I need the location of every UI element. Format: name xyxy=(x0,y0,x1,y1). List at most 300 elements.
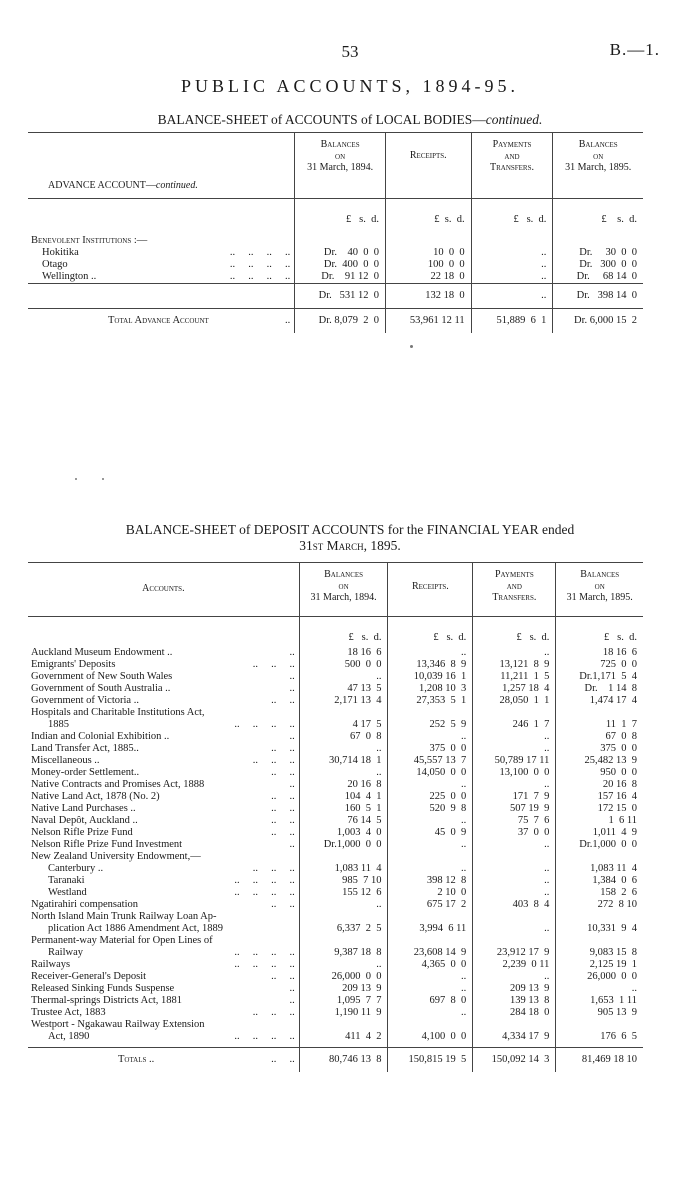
value-cell: .. xyxy=(471,259,553,271)
value-cell: 47 13 5 xyxy=(299,683,388,695)
account-name-cell xyxy=(28,983,299,995)
account-name: Railway xyxy=(48,946,83,958)
account-name: Permanent-way Material for Open Lines of xyxy=(31,934,213,946)
value-cell: Dr. 40 0 0 xyxy=(295,247,386,259)
col-header-payments: Payments and Transfers. xyxy=(473,563,556,617)
col-header-receipts: Receipts. xyxy=(388,563,473,617)
page-number: 53 xyxy=(341,42,359,61)
blank-cell xyxy=(295,229,386,247)
value-cell: 1,003 4 0 xyxy=(299,827,388,839)
group-label-row xyxy=(28,229,643,247)
value-cell: Dr. 1 14 8 xyxy=(556,683,643,695)
value-cell: Dr. 68 14 0 xyxy=(553,271,643,284)
table-row xyxy=(28,791,643,803)
value-cell: 725 0 0 xyxy=(556,659,643,671)
account-name-cell xyxy=(28,863,299,875)
account-name: plication Act 1886 Amendment Act, 1889 xyxy=(48,922,223,934)
table-row xyxy=(28,259,643,271)
table-row xyxy=(28,887,643,899)
value-cell: 76 14 5 xyxy=(299,815,388,827)
value-cell: 6,337 2 5 xyxy=(299,923,388,935)
table-row xyxy=(28,995,643,1007)
leader-dots: .. xyxy=(289,646,295,658)
value-cell: 1,083 11 4 xyxy=(556,863,643,875)
value-cell: 905 13 9 xyxy=(556,1007,643,1019)
value-cell: .. xyxy=(473,731,556,743)
leader-dots: .. .. xyxy=(271,802,295,814)
value-cell xyxy=(388,851,473,863)
value-cell: 50,789 17 11 xyxy=(473,755,556,767)
value-cell: 25,482 13 9 xyxy=(556,755,643,767)
value-cell: 10 0 0 xyxy=(386,247,472,259)
account-name-cell xyxy=(28,959,299,971)
leader-dots: .. .. xyxy=(271,814,295,826)
value-cell: .. xyxy=(388,863,473,875)
table-row xyxy=(28,247,643,259)
account-name: Naval Depôt, Auckland .. xyxy=(31,814,138,826)
account-name: Money-order Settlement.. xyxy=(31,766,140,778)
total-value: Dr. 6,000 15 2 xyxy=(553,308,643,333)
table-row xyxy=(28,671,643,683)
account-name-cell xyxy=(28,707,299,719)
col-header-balances-1894: Balances on 31 March, 1894. xyxy=(299,563,388,617)
table-row xyxy=(28,731,643,743)
value-cell: 1,257 18 4 xyxy=(473,683,556,695)
subtotal-row xyxy=(28,283,643,308)
total-label-cell xyxy=(28,308,295,333)
group-label: Benevolent Institutions :— xyxy=(31,234,148,246)
account-name: Otago xyxy=(42,258,68,270)
value-cell xyxy=(299,1019,388,1031)
value-cell xyxy=(556,1019,643,1031)
account-name-cell xyxy=(28,995,299,1007)
section1-title-main: BALANCE-SHEET of ACCOUNTS of LOCAL BODIES— xyxy=(157,112,486,127)
table-row xyxy=(28,863,643,875)
account-name: Nelson Rifle Prize Fund Investment xyxy=(31,838,183,850)
value-cell: 37 0 0 xyxy=(473,827,556,839)
account-name: Trustee Act, 1883 xyxy=(31,1006,106,1018)
blank-cell xyxy=(28,616,299,647)
account-name-cell xyxy=(28,803,299,815)
value-cell: 171 7 9 xyxy=(473,791,556,803)
account-name-cell xyxy=(28,743,299,755)
value-cell: .. xyxy=(473,971,556,983)
section1-title xyxy=(0,112,700,128)
section2-title xyxy=(0,522,700,554)
leader-dots: .. .. .. .. xyxy=(234,718,295,730)
subtotal-value: Dr. 531 12 0 xyxy=(295,283,386,308)
value-cell: .. xyxy=(388,731,473,743)
leader-dots: .. .. xyxy=(271,694,295,706)
account-name-cell xyxy=(28,899,299,911)
value-cell: 2,239 0 11 xyxy=(473,959,556,971)
value-cell: 675 17 2 xyxy=(388,899,473,911)
table-row xyxy=(28,935,643,947)
value-cell: 985 7 10 xyxy=(299,875,388,887)
leader-dots: .. .. .. .. xyxy=(229,246,291,258)
value-cell: 20 16 8 xyxy=(556,779,643,791)
value-cell: .. xyxy=(299,959,388,971)
totals-row xyxy=(28,1047,643,1072)
blank-cell xyxy=(471,229,553,247)
page-reference: B.—1. xyxy=(609,40,660,59)
col-header-balances-1895: Balances on 31 March, 1895. xyxy=(556,563,643,617)
account-name: Native Contracts and Promises Act, 1888 xyxy=(31,778,205,790)
account-name: Hokitika xyxy=(42,246,79,258)
value-cell: 520 9 8 xyxy=(388,803,473,815)
value-cell: 500 0 0 xyxy=(299,659,388,671)
value-cell: .. xyxy=(299,743,388,755)
value-cell: 172 15 0 xyxy=(556,803,643,815)
account-name-cell xyxy=(28,755,299,767)
value-cell: 67 0 8 xyxy=(556,731,643,743)
total-row xyxy=(28,308,643,333)
account-name-cell xyxy=(28,259,295,271)
table-row xyxy=(28,647,643,659)
value-cell: .. xyxy=(388,983,473,995)
blank-cell xyxy=(553,229,643,247)
account-name: Thermal-springs Districts Act, 1881 xyxy=(31,994,183,1006)
value-cell: .. xyxy=(556,983,643,995)
account-name-cell xyxy=(28,1007,299,1019)
table-row xyxy=(28,815,643,827)
table-row xyxy=(28,779,643,791)
total-label-cell xyxy=(28,1047,299,1072)
row-header: Accounts. xyxy=(142,583,185,594)
account-name: New Zealand University Endowment,— xyxy=(31,850,201,862)
table-row xyxy=(28,971,643,983)
account-name: 1885 xyxy=(48,718,69,730)
table-row xyxy=(28,827,643,839)
account-name: Ngatirahiri compensation xyxy=(31,898,139,910)
value-cell: 4,365 0 0 xyxy=(388,959,473,971)
table-row xyxy=(28,839,643,851)
account-name: Government of New South Wales xyxy=(31,670,173,682)
value-cell: 23,912 17 9 xyxy=(473,947,556,959)
table-row xyxy=(28,983,643,995)
leader-dots: .. xyxy=(284,314,291,326)
leader-dots: .. xyxy=(289,994,295,1006)
value-cell: 1 6 11 xyxy=(556,815,643,827)
leader-dots: .. .. .. .. xyxy=(229,270,291,282)
leader-dots: .. .. xyxy=(271,742,295,754)
value-cell: 14,050 0 0 xyxy=(388,767,473,779)
print-speck xyxy=(75,478,77,480)
value-cell xyxy=(556,851,643,863)
total-value: 51,889 6 1 xyxy=(471,308,553,333)
table-row xyxy=(28,803,643,815)
value-cell: 27,353 5 1 xyxy=(388,695,473,707)
leader-dots: .. .. .. .. xyxy=(229,258,291,270)
value-cell: 697 8 0 xyxy=(388,995,473,1007)
col-header-balances-1894: Balances on 31 March, 1894. xyxy=(295,133,386,199)
value-cell xyxy=(388,911,473,923)
value-cell: 950 0 0 xyxy=(556,767,643,779)
value-cell: 155 12 6 xyxy=(299,887,388,899)
value-cell: 139 13 8 xyxy=(473,995,556,1007)
value-cell: 4,100 0 0 xyxy=(388,1031,473,1043)
value-cell: 1,208 10 3 xyxy=(388,683,473,695)
value-cell: 160 5 1 xyxy=(299,803,388,815)
account-name: Hospitals and Charitable Institutions Act, xyxy=(31,706,205,718)
account-name: Government of Victoria .. xyxy=(31,694,139,706)
account-name: Miscellaneous .. xyxy=(31,754,100,766)
col-header-receipts: Receipts. xyxy=(386,133,472,199)
table-row xyxy=(28,755,643,767)
units-label: £ s. d. xyxy=(386,198,472,229)
account-name-cell xyxy=(28,1019,299,1031)
units-label: £ s. d. xyxy=(295,198,386,229)
value-cell: .. xyxy=(471,271,553,284)
subtotal-value: 132 18 0 xyxy=(386,283,472,308)
deposit-accounts-table xyxy=(28,562,643,1072)
value-cell: 375 0 0 xyxy=(556,743,643,755)
leader-dots: .. .. .. .. xyxy=(234,874,295,886)
account-name-cell xyxy=(28,839,299,851)
value-cell: 2,171 13 4 xyxy=(299,695,388,707)
units-row xyxy=(28,616,643,647)
col-header-balances-1895: Balances on 31 March, 1895. xyxy=(553,133,643,199)
table-row xyxy=(28,695,643,707)
account-name: Westland xyxy=(48,886,87,898)
account-name-cell xyxy=(28,695,299,707)
print-speck xyxy=(102,478,104,480)
value-cell: .. xyxy=(388,647,473,659)
account-name-cell xyxy=(28,731,299,743)
page-title: PUBLIC ACCOUNTS, 1894-95. xyxy=(180,76,520,96)
value-cell: .. xyxy=(473,887,556,899)
leader-dots: .. .. xyxy=(271,766,295,778)
value-cell: 209 13 9 xyxy=(473,983,556,995)
value-cell: 158 2 6 xyxy=(556,887,643,899)
value-cell: 176 6 5 xyxy=(556,1031,643,1043)
account-name: Nelson Rifle Prize Fund xyxy=(31,826,133,838)
value-cell: 1,095 7 7 xyxy=(299,995,388,1007)
account-name: Government of South Australia .. xyxy=(31,682,171,694)
value-cell: 2 10 0 xyxy=(388,887,473,899)
account-name-cell xyxy=(28,671,299,683)
value-cell: 411 4 2 xyxy=(299,1031,388,1043)
value-cell: .. xyxy=(471,247,553,259)
total-value: Dr. 8,079 2 0 xyxy=(295,308,386,333)
value-cell: 2,125 19 1 xyxy=(556,959,643,971)
value-cell: 45 0 9 xyxy=(388,827,473,839)
value-cell xyxy=(473,707,556,719)
table-header-row xyxy=(28,133,643,199)
leader-dots: .. .. .. xyxy=(252,754,295,766)
account-name-cell xyxy=(28,875,299,887)
value-cell: .. xyxy=(388,779,473,791)
table-row xyxy=(28,683,643,695)
value-cell: 28,050 1 1 xyxy=(473,695,556,707)
value-cell xyxy=(388,935,473,947)
leader-dots: .. xyxy=(289,682,295,694)
value-cell: 225 0 0 xyxy=(388,791,473,803)
total-value: 150,815 19 5 xyxy=(388,1047,473,1072)
table-row xyxy=(28,1019,643,1031)
units-row xyxy=(28,198,643,229)
value-cell: .. xyxy=(388,1007,473,1019)
value-cell: 11 1 7 xyxy=(556,719,643,731)
value-cell: 157 16 4 xyxy=(556,791,643,803)
units-label: £ s. d. xyxy=(473,616,556,647)
account-name-cell xyxy=(28,659,299,671)
account-name: Act, 1890 xyxy=(48,1030,90,1042)
units-label: £ s. d. xyxy=(553,198,643,229)
value-cell: Dr.1,000 0 0 xyxy=(556,839,643,851)
total-value: 81,469 18 10 xyxy=(556,1047,643,1072)
leader-dots: .. xyxy=(289,778,295,790)
value-cell: 100 0 0 xyxy=(386,259,472,271)
account-name-cell xyxy=(28,911,299,923)
table-row xyxy=(28,719,643,731)
table-row xyxy=(28,767,643,779)
table-row xyxy=(28,659,643,671)
value-cell: Dr. 30 0 0 xyxy=(553,247,643,259)
leader-dots: .. .. xyxy=(271,826,295,838)
leader-dots: .. xyxy=(289,982,295,994)
account-name-cell xyxy=(28,719,299,731)
subtotal-value: .. xyxy=(471,283,553,308)
table-row xyxy=(28,271,643,284)
leader-dots: .. .. xyxy=(271,898,295,910)
value-cell: 26,000 0 0 xyxy=(299,971,388,983)
value-cell: 4 17 5 xyxy=(299,719,388,731)
value-cell: 1,474 17 4 xyxy=(556,695,643,707)
value-cell: 9,387 18 8 xyxy=(299,947,388,959)
value-cell: 1,083 11 4 xyxy=(299,863,388,875)
value-cell: 45,557 13 7 xyxy=(388,755,473,767)
value-cell: 13,346 8 9 xyxy=(388,659,473,671)
value-cell: .. xyxy=(473,779,556,791)
table-header-row xyxy=(28,563,643,617)
col-header-payments: Payments and Transfers. xyxy=(471,133,553,199)
leader-dots: .. .. xyxy=(271,1053,295,1065)
account-name-cell xyxy=(28,935,299,947)
value-cell: Dr.1,000 0 0 xyxy=(299,839,388,851)
account-name: Land Transfer Act, 1885.. xyxy=(31,742,139,754)
value-cell: 1,653 1 11 xyxy=(556,995,643,1007)
account-name-cell xyxy=(28,1031,299,1043)
value-cell: .. xyxy=(473,647,556,659)
leader-dots: .. .. .. xyxy=(252,1006,295,1018)
account-name-cell xyxy=(28,271,295,284)
value-cell: 3,994 6 11 xyxy=(388,923,473,935)
account-name: Railways xyxy=(31,958,71,970)
account-name-cell xyxy=(28,247,295,259)
value-cell: 23,608 14 9 xyxy=(388,947,473,959)
section2-title-line1: BALANCE-SHEET of DEPOSIT ACCOUNTS for the FINANCIAL YEAR ended xyxy=(125,522,575,537)
value-cell: 375 0 0 xyxy=(388,743,473,755)
value-cell xyxy=(299,707,388,719)
units-label: £ s. d. xyxy=(471,198,553,229)
units-label: £ s. d. xyxy=(556,616,643,647)
leader-dots: .. .. xyxy=(271,970,295,982)
value-cell: 252 5 9 xyxy=(388,719,473,731)
value-cell xyxy=(556,707,643,719)
table-row xyxy=(28,1007,643,1019)
table-row xyxy=(28,1031,643,1043)
section2-title-line2: 31st March, 1895. xyxy=(299,538,401,553)
account-name: Emigrants' Deposits xyxy=(31,658,116,670)
value-cell: 272 8 10 xyxy=(556,899,643,911)
advance-account-table xyxy=(28,132,643,333)
value-cell xyxy=(388,707,473,719)
total-label: Total Advance Account xyxy=(108,314,209,326)
value-cell: 1,190 11 9 xyxy=(299,1007,388,1019)
total-label: Totals .. xyxy=(118,1053,155,1065)
value-cell xyxy=(473,851,556,863)
value-cell: 507 19 9 xyxy=(473,803,556,815)
value-cell: .. xyxy=(388,815,473,827)
account-name: Auckland Museum Endowment .. xyxy=(31,646,173,658)
table-row xyxy=(28,707,643,719)
account-name: Released Sinking Funds Suspense xyxy=(31,982,175,994)
table-row xyxy=(28,899,643,911)
value-cell: 398 12 8 xyxy=(388,875,473,887)
account-name: Native Land Purchases .. xyxy=(31,802,136,814)
value-cell xyxy=(299,851,388,863)
value-cell: Dr. 91 12 0 xyxy=(295,271,386,284)
table-row xyxy=(28,911,643,923)
units-label: £ s. d. xyxy=(388,616,473,647)
account-name-cell xyxy=(28,683,299,695)
total-value: 80,746 13 8 xyxy=(299,1047,388,1072)
value-cell: 403 8 4 xyxy=(473,899,556,911)
total-value: 150,092 14 3 xyxy=(473,1047,556,1072)
value-cell: 11,211 1 5 xyxy=(473,671,556,683)
value-cell: .. xyxy=(388,971,473,983)
account-name-cell xyxy=(28,827,299,839)
value-cell: .. xyxy=(299,671,388,683)
value-cell: .. xyxy=(299,767,388,779)
leader-dots: .. xyxy=(289,670,295,682)
value-cell: .. xyxy=(473,875,556,887)
value-cell: Dr. 300 0 0 xyxy=(553,259,643,271)
account-name-cell xyxy=(28,887,299,899)
table-row xyxy=(28,947,643,959)
section1-title-continued: continued. xyxy=(485,112,543,127)
value-cell: 246 1 7 xyxy=(473,719,556,731)
leader-dots: .. .. xyxy=(271,790,295,802)
account-name-cell xyxy=(28,779,299,791)
table-row xyxy=(28,923,643,935)
blank-cell xyxy=(386,229,472,247)
value-cell: 13,100 0 0 xyxy=(473,767,556,779)
blank-cell xyxy=(28,283,295,308)
print-speck xyxy=(410,345,413,348)
account-name: Receiver-General's Deposit xyxy=(31,970,147,982)
value-cell: 10,039 16 1 xyxy=(388,671,473,683)
value-cell: .. xyxy=(473,839,556,851)
value-cell: .. xyxy=(473,743,556,755)
leader-dots: .. .. .. .. xyxy=(234,1030,295,1042)
account-name-cell xyxy=(28,947,299,959)
value-cell: 1,384 0 6 xyxy=(556,875,643,887)
leader-dots: .. xyxy=(289,730,295,742)
total-value: 53,961 12 11 xyxy=(386,308,472,333)
value-cell xyxy=(473,935,556,947)
value-cell: 75 7 6 xyxy=(473,815,556,827)
value-cell xyxy=(556,911,643,923)
value-cell: Dr. 400 0 0 xyxy=(295,259,386,271)
table-row xyxy=(28,743,643,755)
account-name-cell xyxy=(28,923,299,935)
value-cell: 22 18 0 xyxy=(386,271,472,284)
account-name-cell xyxy=(28,971,299,983)
value-cell xyxy=(388,1019,473,1031)
value-cell: 10,331 9 4 xyxy=(556,923,643,935)
